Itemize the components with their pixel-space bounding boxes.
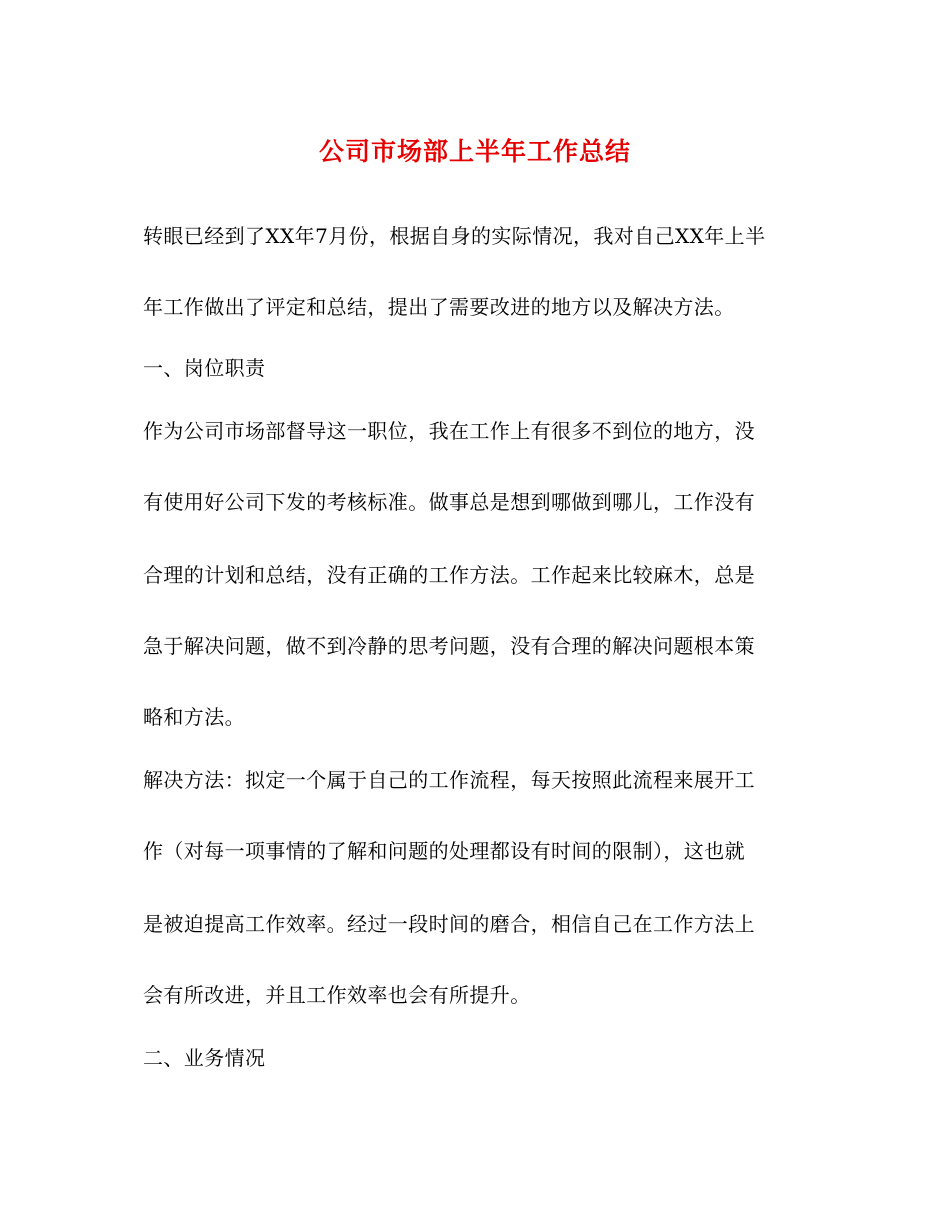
paragraph-line: 年工作做出了评定和总结，提出了需要改进的地方以及解决方法。: [143, 295, 735, 319]
document-title: 公司市场部上半年工作总结: [318, 137, 631, 166]
paragraph-line: 有使用好公司下发的考核标准。做事总是想到哪做到哪儿，工作没有: [143, 490, 755, 514]
paragraph-line: 作（对每一项事情的了解和问题的处理都设有时间的限制），这也就: [143, 839, 745, 863]
paragraph-line: 转眼已经到了XX年7月份，根据自身的实际情况，我对自己XX年上半: [143, 224, 766, 248]
paragraph-line: 合理的计划和总结，没有正确的工作方法。工作起来比较麻木，总是: [143, 563, 755, 587]
section-heading: 一、岗位职责: [143, 356, 266, 380]
paragraph-line: 略和方法。: [143, 705, 245, 729]
paragraph-line: 解决方法：拟定一个属于自己的工作流程，每天按照此流程来展开工: [143, 768, 755, 792]
paragraph-line: 会有所改进，并且工作效率也会有所提升。: [143, 983, 531, 1007]
paragraph-line: 是被迫提高工作效率。经过一段时间的磨合，相信自己在工作方法上: [143, 912, 755, 936]
section-heading: 二、业务情况: [143, 1046, 266, 1070]
paragraph-line: 作为公司市场部督导这一职位，我在工作上有很多不到位的地方，没: [143, 419, 755, 443]
paragraph-line: 急于解决问题，做不到冷静的思考问题，没有合理的解决问题根本策: [143, 634, 755, 658]
